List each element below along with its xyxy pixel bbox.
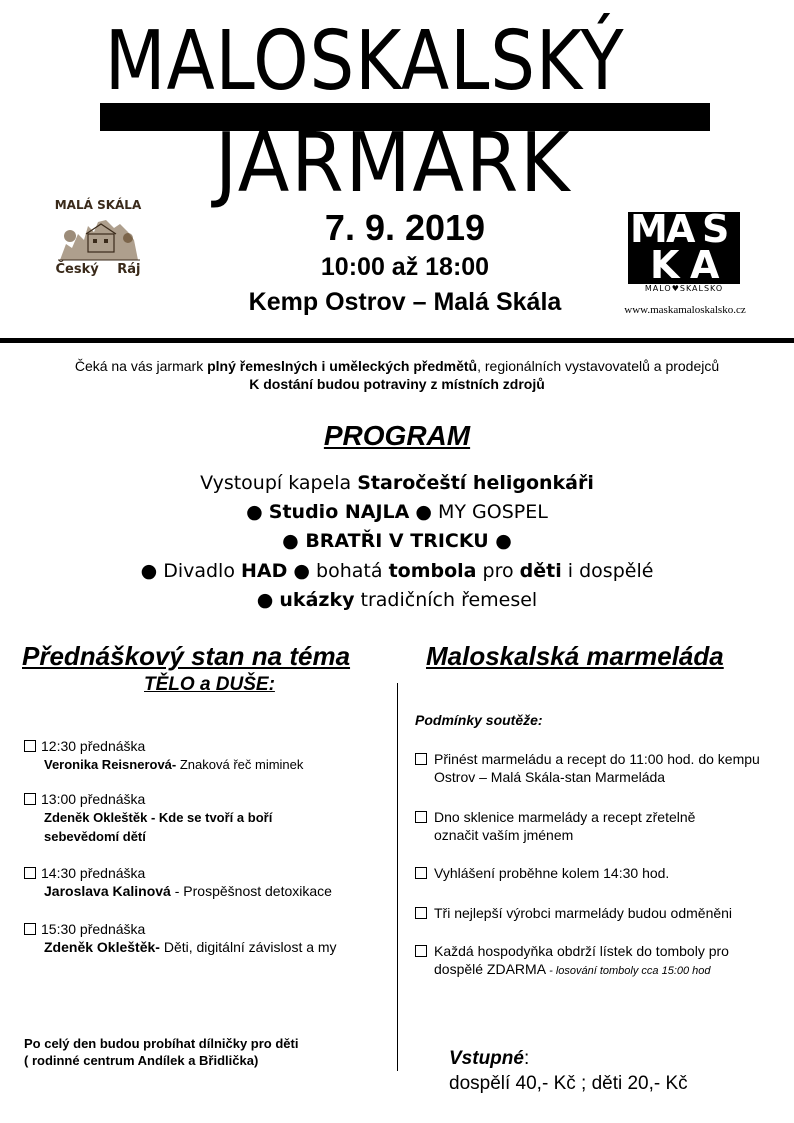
- maska-letter-4: K: [650, 243, 680, 284]
- jam-contest-heading: Maloskalská marmeláda: [426, 641, 724, 671]
- checkbox-icon: [24, 793, 36, 805]
- checkbox-icon: [415, 753, 427, 765]
- checkbox-icon: [415, 945, 427, 957]
- checkbox-icon: [24, 923, 36, 935]
- program-line-4: ● Divadlo HAD ● bohatá tombola pro děti i dospělé: [140, 560, 654, 582]
- contest-rule: Vyhlášení proběhne kolem 14:30 hod.: [415, 864, 780, 882]
- contest-conditions-label: Podmínky soutěže:: [415, 712, 543, 728]
- maska-logo: [628, 212, 740, 300]
- intro-line-1: Čeká na vás jarmark plný řemeslných i uměleckých předmětů, regionálních vystavovatelů a prodejců: [74, 358, 720, 374]
- checkbox-icon: [415, 811, 427, 823]
- program-line-3: ● BRATŘI V TRICKU ●: [282, 530, 512, 552]
- event-date: 7. 9. 2019: [324, 207, 486, 248]
- lecture-tent-heading: Přednáškový stan na téma: [22, 641, 351, 671]
- column-divider: [397, 683, 398, 1071]
- title-line-1: MALOSKALSKÝ: [104, 14, 625, 109]
- program-line-5: ● ukázky tradičních řemesel: [256, 589, 538, 611]
- maska-letter-1: M: [630, 212, 668, 251]
- maska-letter-2: A: [666, 212, 696, 251]
- contest-rule: Dno sklenice marmelády a recept zřetelně označit vaším jménem: [415, 808, 780, 844]
- lecture-theme: TĚLO a DUŠE:: [144, 674, 275, 695]
- contest-rule: Přinést marmeládu a recept do 11:00 hod. do kempu Ostrov – Malá Skála-stan Marmeláda: [415, 750, 780, 786]
- lecture-item: 15:30 přednáška Zdeněk Okleštěk- Děti, digitální závislost a my: [24, 920, 384, 956]
- event-venue: Kemp Ostrov – Malá Skála: [248, 288, 562, 316]
- contest-rule: Každá hospodyňka obdrží lístek do tomboly pro dospělé ZDARMA - losování tomboly cca 15:00 hod: [415, 942, 780, 980]
- event-time: 10:00 až 18:00: [320, 253, 490, 281]
- maska-url[interactable]: www.maskamaloskalsko.cz: [624, 304, 746, 316]
- maska-logo-subtitle: MALO♥SKALSKO: [644, 284, 724, 293]
- program-line-2: ● Studio NAJLA ● MY GOSPEL: [246, 501, 548, 523]
- mala-skala-logo: [48, 192, 148, 292]
- mala-skala-logo-bottom: Český Ráj: [55, 262, 141, 277]
- castle-rock-illustration: [58, 214, 140, 262]
- checkbox-icon: [415, 907, 427, 919]
- maska-letter-3: S: [702, 212, 730, 251]
- checkbox-icon: [415, 867, 427, 879]
- contest-rule: Tři nejlepší výrobci marmelády budou odměněni: [415, 904, 780, 922]
- entry-fee-prices: dospělí 40,- Kč ; děti 20,- Kč: [449, 1073, 688, 1094]
- lecture-item: 13:00 přednáška Zdeněk Okleštěk - Kde se tvoří a boří sebevědomí dětí: [24, 790, 384, 846]
- lecture-item: 14:30 přednáška Jaroslava Kalinová - Prospěšnost detoxikace: [24, 864, 384, 900]
- mala-skala-logo-top: MALÁ SKÁLA: [54, 198, 142, 212]
- program-heading: PROGRAM: [323, 420, 471, 451]
- maska-letter-5: A: [690, 243, 720, 284]
- checkbox-icon: [24, 740, 36, 752]
- checkbox-icon: [24, 867, 36, 879]
- title-line-2: JARMARK: [214, 116, 572, 211]
- intro-line-2: K dostání budou potraviny z místních zdrojů: [249, 376, 545, 392]
- header-divider: [0, 338, 794, 343]
- maska-logo-box: [628, 212, 740, 284]
- program-line-1: Vystoupí kapela Staročeští heligonkáři: [200, 472, 594, 494]
- workshops-note: Po celý den budou probíhat dílničky pro děti ( rodinné centrum Andílek a Břidlička): [24, 1036, 299, 1068]
- entry-fee-label: Vstupné:: [449, 1048, 530, 1069]
- lecture-item: 12:30 přednáška Veronika Reisnerová- Znaková řeč miminek: [24, 737, 384, 774]
